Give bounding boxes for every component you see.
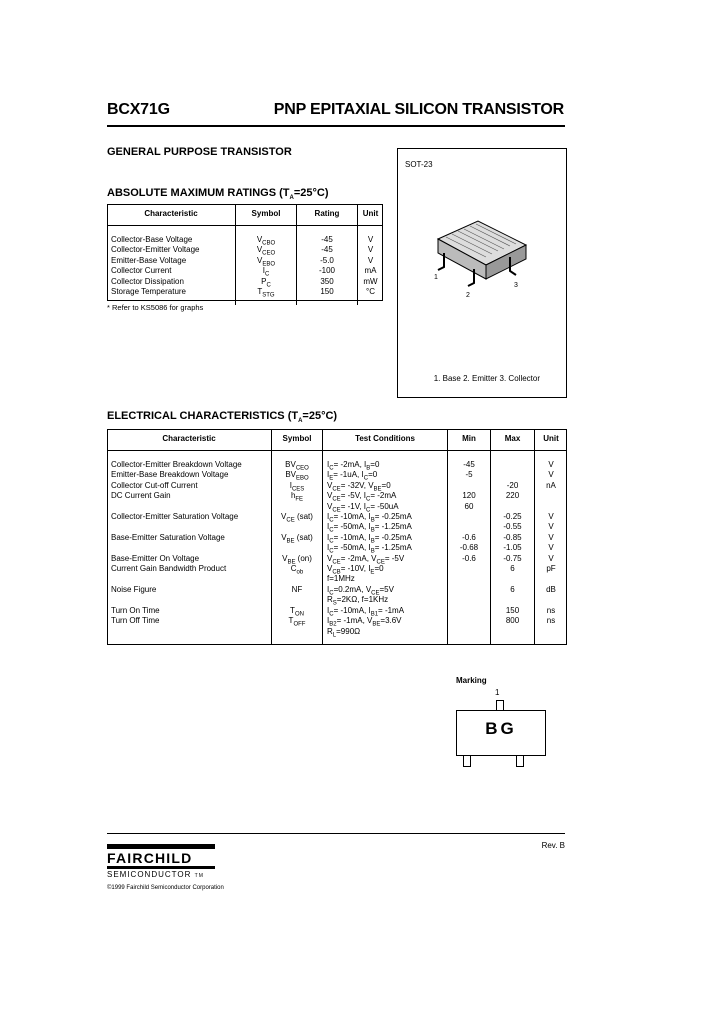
min: -45	[448, 451, 491, 471]
sot23-package-drawing	[426, 209, 536, 309]
elec-row	[107, 543, 567, 553]
abs-max-table	[107, 204, 383, 305]
min	[448, 522, 491, 532]
unit: °C	[358, 287, 384, 297]
test-conditions: $R_S=2K\Omega$, f=1KHz	[323, 595, 448, 605]
part-number: BCX71G	[107, 101, 170, 118]
abs-max-row	[107, 226, 383, 246]
unit: ns	[535, 616, 568, 626]
elec-title: ELECTRICAL CHARACTERISTICS $(T_A=25^\circ C)$	[107, 410, 338, 425]
min: -0.68	[448, 543, 491, 553]
test-conditions: $V_{CE}= -2mA$, $V_{CE}= -5V$	[323, 554, 448, 564]
min	[448, 564, 491, 574]
unit: V	[535, 512, 568, 522]
abs-max-row	[107, 245, 383, 255]
elec-row	[107, 606, 567, 616]
col-min: Min	[448, 429, 491, 451]
characteristic: Collector-Emitter Breakdown Voltage	[111, 460, 242, 469]
unit: mW	[358, 277, 384, 287]
elec-row	[107, 470, 567, 480]
unit: V	[358, 256, 384, 266]
characteristic: Collector-Emitter Voltage	[111, 245, 200, 255]
min	[448, 616, 491, 626]
symbol: $I_{CES}$	[272, 481, 323, 491]
symbol: $V_{EBO}$	[236, 256, 297, 266]
unit: V	[358, 226, 384, 246]
rating: -100	[297, 266, 358, 276]
marking-right-lead	[516, 756, 524, 767]
max: -0.55	[491, 522, 535, 532]
elec-row	[107, 491, 567, 501]
characteristic	[107, 543, 272, 553]
elec-row	[107, 564, 567, 574]
elec-row	[107, 627, 567, 637]
max: 800	[491, 616, 535, 626]
unit	[535, 502, 568, 512]
symbol: $T_{STG}$	[236, 287, 297, 297]
max: -1.05	[491, 543, 535, 553]
characteristic: Current Gain Bandwidth Product	[111, 564, 227, 574]
max: 6	[491, 564, 535, 574]
elec-row	[107, 585, 567, 595]
test-conditions: $V_{CE}= -1V$, $I_C= -50uA$	[323, 502, 448, 512]
min	[448, 627, 491, 637]
characteristic: Collector-Emitter Saturation Voltage	[111, 512, 239, 522]
characteristic: Collector Dissipation	[111, 276, 184, 286]
abs-max-header-row	[107, 204, 383, 226]
symbol: $BV_{EBO}$	[272, 470, 323, 480]
device-type: PNP EPITAXIAL SILICON TRANSISTOR	[273, 101, 564, 118]
test-conditions: f=1MHz	[323, 574, 448, 584]
rating: -45	[297, 245, 358, 255]
logo-text: FAIRCHILD	[107, 850, 193, 866]
min	[448, 606, 491, 616]
min	[448, 585, 491, 595]
characteristic: Noise Figure	[111, 584, 157, 594]
symbol: $T_{ON}$	[272, 606, 323, 616]
max: 150	[491, 606, 535, 616]
test-conditions: $I_C= -50mA$, $I_B= -1.25mA$	[323, 543, 448, 553]
symbol	[272, 502, 323, 512]
symbol	[272, 543, 323, 553]
test-conditions: $I_C= -10mA$, $I_B= -0.25mA$	[323, 533, 448, 543]
elec-row	[107, 451, 567, 471]
symbol	[272, 627, 323, 637]
logo-subtext: SEMICONDUCTOR TM	[107, 870, 204, 879]
revision: Rev. B	[541, 841, 565, 850]
max	[491, 595, 535, 605]
characteristic: Emitter-Base Breakdown Voltage	[111, 470, 229, 480]
test-conditions: $I_E= -1uA$, $I_C=0$	[323, 470, 448, 480]
marking-package-outline	[456, 710, 546, 756]
symbol: $I_C$	[236, 266, 297, 276]
package-box	[397, 148, 567, 398]
max: -20	[491, 481, 535, 491]
characteristic: Emitter-Base Voltage	[111, 255, 187, 265]
elec-row	[107, 533, 567, 543]
unit: ns	[535, 606, 568, 616]
max: -0.75	[491, 554, 535, 564]
characteristic	[107, 574, 272, 584]
max: 220	[491, 491, 535, 501]
elec-row	[107, 616, 567, 626]
max	[491, 574, 535, 584]
symbol: $V_{BE}$ (on)	[272, 554, 323, 564]
col-rating: Rating	[297, 204, 358, 226]
marking-pin-mark: 1	[495, 688, 500, 697]
test-conditions: $I_C= -2mA$, $I_B=0$	[323, 451, 448, 471]
characteristic: Storage Temperature	[111, 287, 187, 297]
min	[448, 481, 491, 491]
unit: nA	[535, 481, 568, 491]
rating: 350	[297, 277, 358, 287]
unit: V	[535, 543, 568, 553]
min: -0.6	[448, 533, 491, 543]
max: -0.85	[491, 533, 535, 543]
test-conditions: $V_{CE}= -32V$, $V_{BE}=0$	[323, 481, 448, 491]
characteristic: Collector Current	[111, 266, 172, 276]
max: -0.25	[491, 512, 535, 522]
elec-row	[107, 522, 567, 532]
elec-row	[107, 574, 567, 584]
col-characteristic: Characteristic	[107, 429, 272, 451]
test-conditions: $R_L=990\Omega$	[323, 627, 448, 637]
characteristic: Turn On Time	[111, 605, 160, 615]
min	[448, 595, 491, 605]
characteristic	[107, 595, 272, 605]
characteristic: Base-Emitter Saturation Voltage	[111, 532, 225, 542]
col-max: Max	[491, 429, 535, 451]
col-unit: Unit	[358, 204, 384, 226]
header-rule	[107, 125, 565, 127]
max: 6	[491, 585, 535, 595]
col-characteristic: Characteristic	[107, 204, 236, 226]
unit: V	[535, 451, 568, 471]
elec-row	[107, 481, 567, 491]
test-conditions: $V_{CE}= -5V$, $I_C= -2mA$	[323, 491, 448, 501]
elec-row	[107, 502, 567, 512]
footer-rule	[107, 833, 565, 834]
unit: mA	[358, 266, 384, 276]
test-conditions: $V_{CB}= -10V$, $I_E=0$	[323, 564, 448, 574]
pinout-label: 1. Base 2. Emitter 3. Collector	[433, 374, 540, 383]
symbol: $h_{FE}$	[272, 491, 323, 501]
abs-max-title: ABSOLUTE MAXIMUM RATINGS $(T_A=25^\circ C)$	[107, 187, 329, 202]
test-conditions: $I_C=0.2mA$, $V_{CE}=5V$	[323, 585, 448, 595]
elec-row	[107, 595, 567, 605]
min	[448, 574, 491, 584]
col-test-conditions: Test Conditions	[323, 429, 448, 451]
unit: V	[535, 533, 568, 543]
unit	[535, 491, 568, 501]
max	[491, 627, 535, 637]
symbol	[272, 574, 323, 584]
unit: V	[535, 554, 568, 564]
marking-left-lead	[463, 756, 471, 767]
unit: pF	[535, 564, 568, 574]
elec-header-row	[107, 429, 567, 451]
unit: V	[535, 522, 568, 532]
symbol	[272, 595, 323, 605]
max	[491, 451, 535, 471]
elec-table	[107, 429, 567, 645]
test-conditions: $I_{B2}= -1mA$, $V_{BE}=3.6V$	[323, 616, 448, 626]
min	[448, 512, 491, 522]
copyright: ©1999 Fairchild Semiconductor Corporation	[107, 885, 224, 891]
symbol: $T_{OFF}$	[272, 616, 323, 626]
abs-max-row	[107, 277, 383, 287]
symbol: $C_{ob}$	[272, 564, 323, 574]
rating: 150	[297, 287, 358, 297]
test-conditions: $I_C= -10mA$, $I_B= -0.25mA$	[323, 512, 448, 522]
symbol: $V_{CE}$ (sat)	[272, 512, 323, 522]
test-conditions: $I_C= -10mA$, $I_{B1}= -1mA$	[323, 606, 448, 616]
elec-row	[107, 554, 567, 564]
abs-max-row	[107, 256, 383, 266]
max	[491, 502, 535, 512]
abs-max-row	[107, 266, 383, 276]
min: 60	[448, 502, 491, 512]
fairchild-logo	[107, 844, 215, 881]
min: 120	[448, 491, 491, 501]
unit	[535, 595, 568, 605]
symbol	[272, 522, 323, 532]
unit	[535, 574, 568, 584]
col-symbol: Symbol	[272, 429, 323, 451]
graphs-note: * Refer to KS5086 for graphs	[107, 303, 204, 312]
unit	[535, 627, 568, 637]
characteristic	[107, 627, 272, 637]
abs-max-row	[107, 287, 383, 297]
elec-row	[107, 512, 567, 522]
symbol: $BV_{CEO}$	[272, 451, 323, 471]
symbol: $V_{CBO}$	[236, 226, 297, 246]
characteristic: Collector Cut-off Current	[111, 480, 198, 490]
max	[491, 470, 535, 480]
pin-label-1: 1	[434, 274, 438, 281]
col-unit: Unit	[535, 429, 568, 451]
unit: V	[535, 470, 568, 480]
characteristic: DC Current Gain	[111, 491, 171, 501]
package-name: SOT-23	[405, 160, 433, 169]
marking-label: Marking	[456, 676, 487, 685]
marking-code: BG	[485, 719, 517, 738]
characteristic	[107, 502, 272, 512]
characteristic: Collector-Base Voltage	[111, 235, 193, 244]
pin-label-2: 2	[466, 292, 470, 299]
symbol: $V_{BE}$ (sat)	[272, 533, 323, 543]
col-symbol: Symbol	[236, 204, 297, 226]
test-conditions: $I_C= -50mA$, $I_B= -1.25mA$	[323, 522, 448, 532]
pin-label-3: 3	[514, 282, 518, 289]
rating: -5.0	[297, 256, 358, 266]
symbol: $V_{CEO}$	[236, 245, 297, 255]
characteristic: Turn Off Time	[111, 616, 160, 626]
symbol: $P_C$	[236, 277, 297, 287]
characteristic	[107, 522, 272, 532]
unit: dB	[535, 585, 568, 595]
characteristic: Base-Emitter On Voltage	[111, 553, 200, 563]
symbol: NF	[272, 585, 323, 595]
min: -0.6	[448, 554, 491, 564]
unit: V	[358, 245, 384, 255]
subtitle: GENERAL PURPOSE TRANSISTOR	[107, 146, 292, 158]
min: -5	[448, 470, 491, 480]
rating: -45	[297, 226, 358, 246]
